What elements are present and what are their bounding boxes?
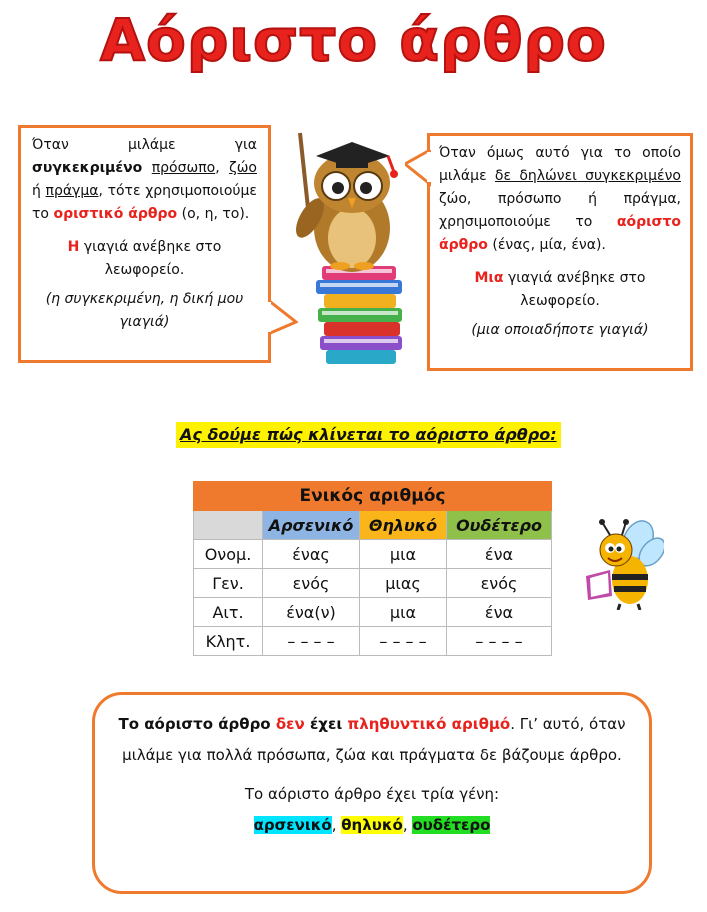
plural-explanation <box>113 709 631 771</box>
declension-subtitle: Ας δούμε πώς κλίνεται το αόριστο άρθρο: <box>176 422 561 448</box>
table-cell: ενός <box>447 569 552 598</box>
col-masculine: Αρσενικό <box>263 511 360 540</box>
definite-example <box>32 236 257 282</box>
indefinite-article-term: αόριστο άρθρο <box>439 214 681 253</box>
text-red: πληθυντικό αριθμό <box>347 715 511 733</box>
table-cell: μια <box>360 540 447 569</box>
table-cell: – – – – <box>447 627 552 656</box>
indefinite-explanation <box>439 142 681 257</box>
plural-note-box <box>92 692 652 894</box>
text: (ο, η, το). <box>177 206 250 222</box>
case-label: Αιτ. <box>194 598 263 627</box>
definite-explanation <box>32 134 257 226</box>
case-label: Ονομ. <box>194 540 263 569</box>
text: ή <box>32 183 46 199</box>
gender-neuter: ουδέτερο <box>412 816 491 834</box>
table-cell: – – – – <box>263 627 360 656</box>
example-article: Η <box>67 239 80 255</box>
col-neuter: Ουδέτερο <box>447 511 552 540</box>
table-row <box>194 598 552 627</box>
table-corner-cell <box>194 511 263 540</box>
genders-list <box>113 810 631 841</box>
case-label: Κλητ. <box>194 627 263 656</box>
indefinite-note: (μια οποιαδήποτε γιαγιά) <box>471 322 649 338</box>
table-header-singular: Ενικός αριθμός <box>194 482 552 511</box>
text-bold: συγκεκριμένο <box>32 160 143 176</box>
text-bold: Το αόριστο άρθρο <box>118 715 276 733</box>
gender-masculine: αρσενικό <box>253 816 332 834</box>
indefinite-example <box>439 267 681 313</box>
table-row <box>194 569 552 598</box>
table-cell: ενός <box>263 569 360 598</box>
bee-reading-icon <box>582 518 664 610</box>
right-callout-tail <box>405 150 431 190</box>
text: , <box>215 160 230 176</box>
table-cell: ένα <box>447 598 552 627</box>
text-red: δεν <box>275 715 305 733</box>
definite-note: (η συγκεκριμένη, η δική μου γιαγιά) <box>45 291 244 330</box>
text: ζώο, πρόσωπο ή πράγμα, χρησιμοποιούμε το <box>439 191 681 230</box>
example-article: Μια <box>474 270 504 286</box>
table-row <box>194 540 552 569</box>
case-label: Γεν. <box>194 569 263 598</box>
genders-intro: Το αόριστο άρθρο έχει τρία γένη: <box>244 785 500 803</box>
declension-table <box>193 481 552 656</box>
indefinite-article-callout <box>427 133 693 371</box>
table-row <box>194 627 552 656</box>
definite-article-callout <box>18 125 271 363</box>
text-underlined: ζώο <box>229 160 257 176</box>
definite-article-term: οριστικό άρθρο <box>53 206 178 222</box>
text: . Γι’ αυτό, όταν μιλάμε για πολλά πρόσωπα, ζώα και πράγματα δε βάζουμε άρθρο. <box>122 715 626 764</box>
page-title: Αόριστο άρθρο <box>100 6 607 74</box>
table-cell: μια <box>360 598 447 627</box>
text-underlined: πράγμα <box>45 183 99 199</box>
gender-feminine: θηλυκό <box>341 816 403 834</box>
separator: , <box>402 816 413 834</box>
example-text: γιαγιά ανέβηκε στο λεωφορείο. <box>503 270 646 309</box>
table-cell: ένας <box>263 540 360 569</box>
text-underlined: δε δηλώνει συγκεκριμένο <box>494 168 681 184</box>
table-cell: μιας <box>360 569 447 598</box>
text: (ένας, μία, ένα). <box>487 237 606 253</box>
table-cell: – – – – <box>360 627 447 656</box>
table-cell: ένα <box>447 540 552 569</box>
text: Όταν όμως αυτό για το οποίο μιλάμε <box>439 145 681 184</box>
example-text: γιαγιά ανέβηκε στο λεωφορείο. <box>79 239 222 278</box>
table-cell: ένα(ν) <box>263 598 360 627</box>
text: Όταν μιλάμε για <box>32 137 257 153</box>
text: , τότε χρησιμοποιούμε το <box>32 183 257 222</box>
text-underlined: πρόσωπο <box>151 160 216 176</box>
text-bold: έχει <box>304 715 348 733</box>
separator: , <box>331 816 342 834</box>
col-feminine: Θηλυκό <box>360 511 447 540</box>
